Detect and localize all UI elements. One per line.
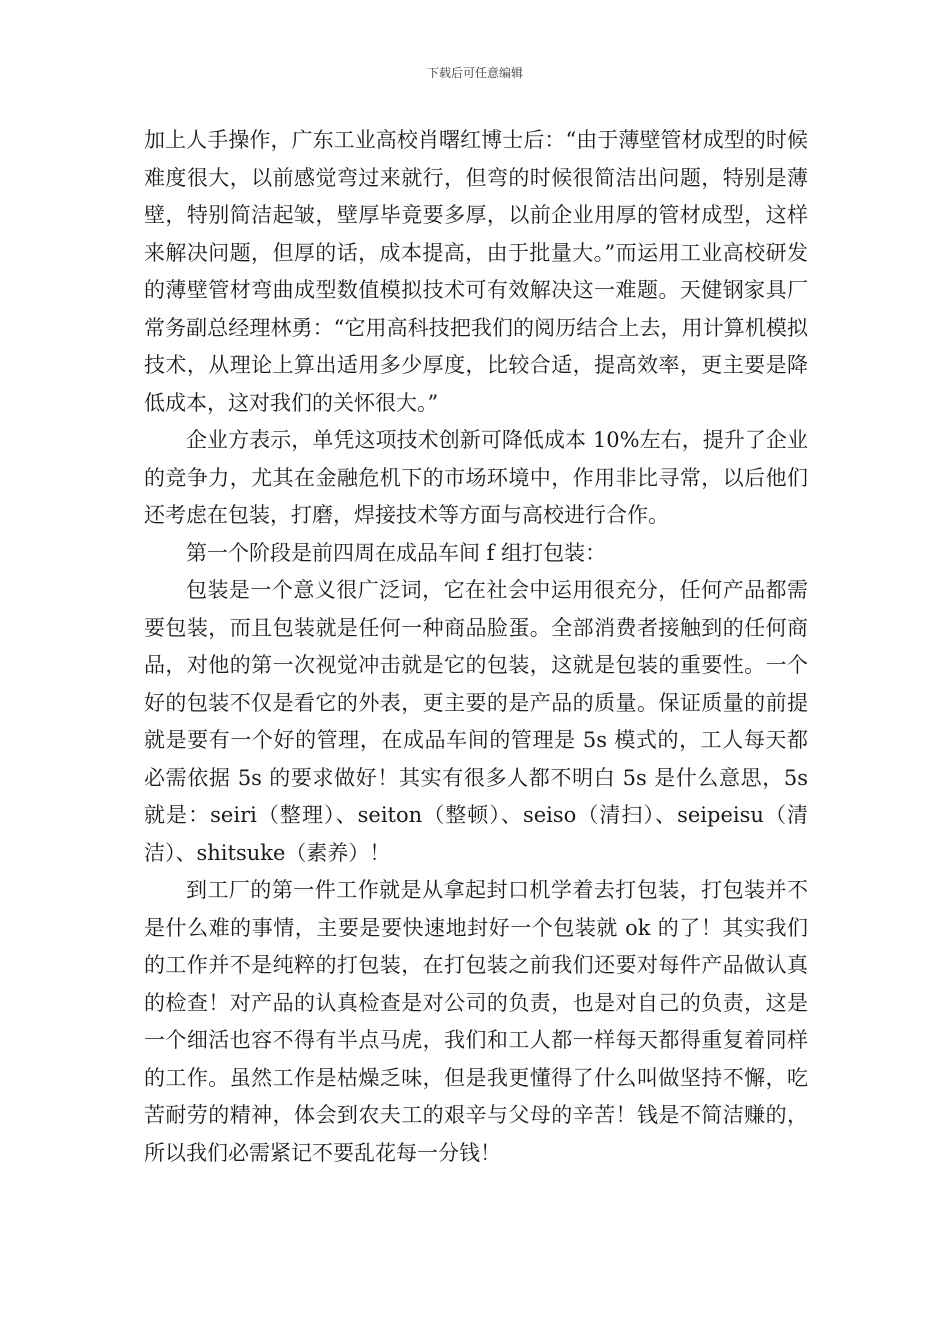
paragraph-4: 包装是一个意义很广泛词，它在社会中运用很充分，任何产品都需要包装，而且包装就是任何一种商品脸蛋。全部消费者接触到的任何商品，对他的第一次视觉冲击就是它的包装，这就是包装的重要性。一个好的包装不仅是看它的外表，更主要的是产品的质量。保证质量的前提就是要有一个好的管理，在成品车间的管理是 5s 模式的，工人每天都必需依据 5s 的要求做好！其实有很多人都不明白 5s 是什么意思，5s 就是：seiri（整理）、seiton（整顿）、seiso（清扫）、seipeisu（清洁）、shitsuke（素养）！: [144, 578, 808, 865]
paragraph-2: 企业方表示，单凭这项技术创新可降低成本 10%左右，提升了企业的竞争力，尤其在金融危机下的市场环境中，作用非比寻常，以后他们还考虑在包装，打磨，焊接技术等方面与高校进行合作。: [144, 428, 808, 527]
paragraph-3: 第一个阶段是前四周在成品车间 f 组打包装：: [186, 540, 607, 565]
paragraph-1: 加上人手操作，广东工业高校肖曙红博士后：“由于薄壁管材成型的时候难度很大，以前感觉弯过来就行，但弯的时候很简洁出问题，特别是薄壁，特别简洁起皱，壁厚毕竟要多厚，以前企业用厚的管材成型，这样来解决问题，但厚的话，成本提高，由于批量大。”而运用工业高校研发的薄壁管材弯曲成型数值模拟技术可有效解决这一难题。天健钢家具厂常务副总经理林勇：“它用高科技把我们的阅历结合上去，用计算机模拟技术，从理论上算出适用多少厚度，比较合适，提高效率，更主要是降低成本，这对我们的关怀很大。”: [144, 128, 808, 415]
paragraph-5: 到工厂的第一件工作就是从拿起封口机学着去打包装，打包装并不是什么难的事情，主要是要快速地封好一个包装就 ok 的了！其实我们的工作并不是纯粹的打包装，在打包装之前我们还要对每件产品做认真的检查！对产品的认真检查是对公司的负责，也是对自己的负责，这是一个细活也容不得有半点马虎，我们和工人都一样每天都得重复着同样的工作。虽然工作是枯燥乏味，但是我更懂得了什么叫做坚持不懈，吃苦耐劳的精神，体会到农夫工的艰辛与父母的辛苦！钱是不简洁赚的，所以我们必需紧记不要乱花每一分钱！: [144, 878, 808, 1165]
page-header: 下载后可任意编辑: [426, 66, 523, 80]
document-body: [144, 122, 808, 1172]
